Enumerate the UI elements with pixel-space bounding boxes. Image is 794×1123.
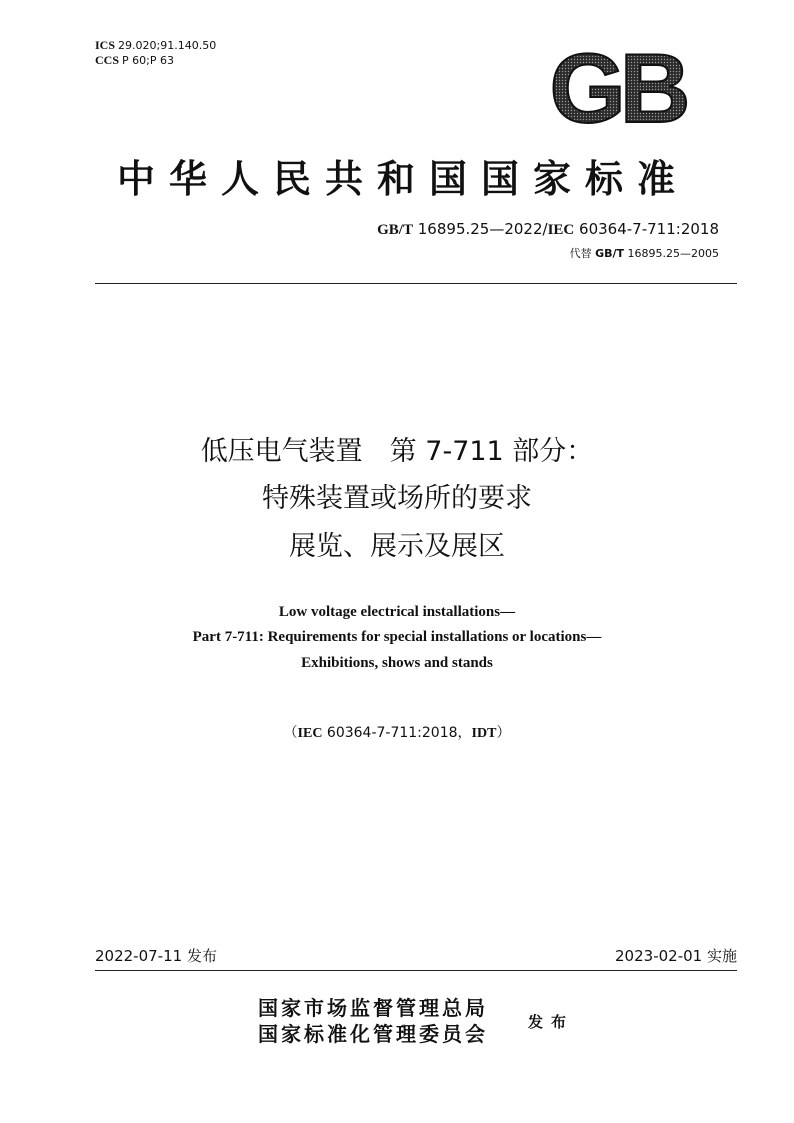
equivalence-degree: IDT (471, 726, 497, 741)
ccs-label: CCS (95, 53, 120, 67)
footer-divider (95, 970, 737, 971)
ccs-code (95, 53, 216, 68)
publish-label: 发布 (528, 1013, 575, 1031)
gb-logo-text: GB (549, 46, 685, 128)
title-cn-line2: 特殊装置或场所的要求 (262, 483, 532, 514)
equivalence-number: 60364-7-711:2018， (326, 725, 472, 741)
issue-date-label: 发布 (186, 947, 217, 965)
iec-number: 60364-7-711:2018 (579, 220, 719, 238)
ics-label: ICS (95, 38, 116, 52)
ics-value: 29.020;91.140.50 (118, 39, 217, 52)
issuer-line2: 国家标准化管理委员会 (258, 1022, 488, 1046)
ccs-value: P 60;P 63 (122, 54, 174, 67)
title-en-line2: Part 7-711: Requirements for special installations or locations— (192, 629, 602, 645)
classification-codes (95, 38, 216, 68)
replaces-note (570, 245, 719, 261)
issuing-authorities (258, 995, 488, 1047)
issue-date (95, 945, 217, 966)
replaces-prefix: GB/T (595, 247, 625, 260)
replaces-label: 代替 (569, 247, 592, 260)
implementation-date-value: 2023-02-01 (615, 947, 703, 965)
title-en-line1: Low voltage electrical installations— (278, 604, 516, 620)
standard-number-prefix: GB/T (377, 222, 413, 238)
ics-code (95, 38, 216, 53)
equivalence-open: （ (283, 725, 298, 741)
iec-prefix: IEC (547, 222, 575, 238)
title-en-line3: Exhibitions, shows and stands (301, 655, 493, 671)
standard-type-title: 中华人民共和国国家标准 (116, 156, 689, 201)
standard-number (377, 220, 719, 239)
issue-date-value: 2022-07-11 (95, 947, 183, 965)
issuer-line1: 国家市场监督管理总局 (258, 996, 488, 1020)
gb-logo (540, 46, 695, 128)
standard-number-value: 16895.25—2022/ (417, 220, 548, 238)
equivalence-prefix: IEC (297, 726, 323, 741)
equivalence-note (0, 722, 794, 742)
header-divider (95, 283, 737, 284)
replaces-number: 16895.25—2005 (627, 247, 719, 260)
title-cn-line3: 展览、展示及展区 (289, 531, 505, 562)
title-cn-line1: 低压电气装置 第 7-711 部分： (200, 436, 594, 467)
equivalence-close: ） (496, 725, 511, 741)
implementation-date (615, 945, 737, 966)
implementation-date-label: 实施 (706, 947, 737, 965)
